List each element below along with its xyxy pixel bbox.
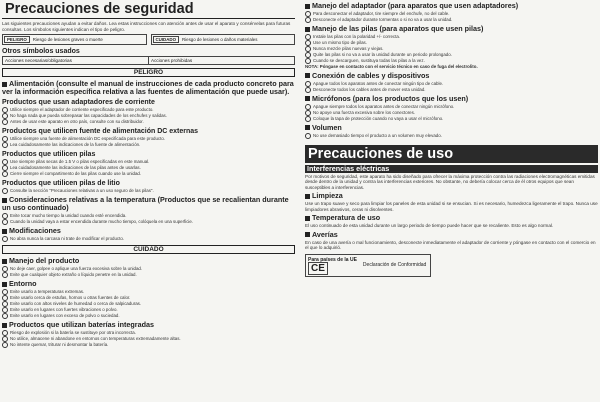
cuidado-banner: CUIDADO <box>2 245 295 254</box>
adaptador-heading: Manejo del adaptador (para aparatos que usen adaptadores) <box>305 2 598 10</box>
peligro-banner: PELIGRO <box>2 68 295 77</box>
subsection-2: Productos que utilicen pilas Use siempre pilas secas de 1.5 V o pilas especificadas en este manual. Lea cuidadosamente las indicaciones de las pilas antes de usarlas. Cierre siempre el compartimento de las pilas cuando use la unidad. <box>2 151 295 177</box>
bullet-icon <box>2 119 8 125</box>
manejo-heading: Manejo del producto <box>2 257 295 265</box>
list-item: Coloque la tapa de protección cuando no vaya a usar el micrófono. <box>305 116 598 122</box>
temperatura-uso-text: El uso continuado de esta unidad durante un largo periodo de tiempo puede hacer que se recaliente. Esto es algo normal. <box>305 223 554 229</box>
list-item: Evite usarlo cerca de estufas, hornos u otras fuentes de calor. <box>2 295 295 301</box>
symbols-table <box>2 56 295 65</box>
list-item: Evite usarlo en lugares con exceso de polvo o suciedad. <box>2 313 295 319</box>
list-item: Cuando la unidad vaya a estar encendida durante mucho tiempo, colóquela en una superficie. <box>2 219 295 225</box>
list-item: No deje caer, golpee o aplique una fuerza excesiva sobre la unidad. <box>2 266 295 272</box>
list-item: No haga nada que pueda sobrepasar las capacidades de los enchufes y salidas. <box>2 113 295 119</box>
list-item: No intente quemar, triturar ni desmontar la batería. <box>2 342 295 348</box>
list-item: Use siempre pilas secas de 1.5 V o pilas especificadas en este manual. <box>2 159 295 165</box>
baterias-heading: Productos que utilizan baterías integradas <box>2 321 295 329</box>
bullet-icon <box>2 142 8 148</box>
averias-heading: Averías <box>305 231 598 239</box>
list-item: Lea cuidadosamente las indicaciones de las pilas antes de usarlas. <box>2 165 295 171</box>
list-item: Use un mismo tipo de pilas. <box>305 40 598 46</box>
list-item: Instale las pilas con la polaridad +/- correcta. <box>305 34 598 40</box>
interferencias-text: Por motivos de seguridad, este aparato ha sido diseñado para ofrecer la máxima protección contra las radiaciones electromagnéticas emitidas desde dentro de la unidad y contra las interferencias exteriores. No obstante, no debería colocar cerca de él otros equipos que sean susceptibles a interferencias. <box>305 173 595 190</box>
limpieza-text: Use un trapo suave y seco para limpiar los paneles de esta unidad si se ensucian. Si es necesario, humedezca ligeramente el trapo. Nunca use limpiadores abrasivos, ceras ni disolventes. <box>305 201 598 212</box>
list-item: Cierre siempre el compartimento de las pilas cuando use la unidad. <box>2 171 295 177</box>
list-item: Apague siempre todos los aparatos antes de conectar ningún micrófono. <box>305 104 598 110</box>
list-item: No use demasiado tiempo el producto a un volumen muy elevado. <box>305 133 598 139</box>
microfonos-heading: Micrófonos (para los productos que los usen) <box>305 95 598 103</box>
list-item: No utilice, almacene ni abandone en entornos con temperaturas extremadamente altas. <box>2 336 295 342</box>
list-item: Riesgo de explosión si la batería se sustituye por otra incorrecta. <box>2 330 295 336</box>
volumen-heading: Volumen <box>305 124 598 132</box>
symbol-required: Acciones necesarias/obligatorias <box>3 57 149 64</box>
subsection-1: Productos que utilicen fuente de alimentación DC externas Utilice siempre una fuente de alimentación DC especificada para este producto. Lea cuidadosamente las indicaciones de la fuente de alimentación. <box>2 128 295 148</box>
square-bullet-icon <box>2 82 7 87</box>
list-item: Evite que cualquier objeto extraño o líquido penetre en la unidad. <box>2 272 295 278</box>
otros-title: Otros símbolos usados <box>2 48 80 55</box>
list-item: Desconecte el adaptador durante tormentas o si no va a usar la unidad. <box>305 17 598 23</box>
right-column <box>305 0 598 277</box>
list-item: Antes de usar este aparato en otro país, consulte con su distribuidor. <box>2 119 295 125</box>
list-item: Evite usarlo a temperaturas extremas. <box>2 289 295 295</box>
subsection-3: Productos que utilicen pilas de litio Consulte la sección "Precauciones relativas a un uso seguro de las pilas". <box>2 180 295 194</box>
list-item: Cuando se descarguen, sustituya todas las pilas a la vez. <box>305 58 598 64</box>
ce-box <box>305 254 431 277</box>
ce-logo-icon: CE <box>308 262 328 275</box>
left-column <box>2 0 295 348</box>
list-item: No apoye una fuerza excesiva sobre los conectores. <box>305 110 598 116</box>
list-item: Utilice siempre una fuente de alimentación DC especificada para este producto. <box>2 136 295 142</box>
list-item: Para desconectar el adaptador, tire siempre del enchufe, no del cable. <box>305 11 598 17</box>
list-item: Evite usarlo en lugares con fuertes vibraciones o polvo. <box>2 307 295 313</box>
list-item: Evite tocar mucho tiempo la unidad cuando esté encendida. <box>2 213 295 219</box>
list-item: Consulte la sección "Precauciones relativas a un uso seguro de las pilas". <box>2 188 295 194</box>
cables-heading: Conexión de cables y dispositivos <box>305 72 598 80</box>
bullet-icon <box>2 171 8 177</box>
ce-label: Declaración de Conformidad <box>362 262 427 269</box>
list-item: Nunca mezcle pilas nuevas y viejas. <box>305 46 598 52</box>
modificaciones-heading: Modificaciones <box>2 227 295 235</box>
bullet-icon <box>2 188 8 194</box>
list-item: Lea cuidadosamente las indicaciones de la fuente de alimentación. <box>2 142 295 148</box>
warning-legend <box>2 34 295 45</box>
averias-text: En caso de una avería o mal funcionamiento, desconecte inmediatamente el adaptador de corriente y póngase en contacto con el comercio en el que lo adquirió. <box>305 239 596 251</box>
list-item: Quite las pilas si no va a usar la unidad durante un periodo prolongado. <box>305 52 598 58</box>
list-item: Evite usarlo con altos niveles de humedad o cerca de salpicaduras. <box>2 301 295 307</box>
list-item: Apague todos los aparatos antes de conectar ningún tipo de cable. <box>305 81 598 87</box>
entorno-heading: Entorno <box>2 280 295 288</box>
ce-title: Para países de la UE <box>308 256 357 263</box>
symbol-prohibited: Acciones prohibidas <box>151 58 193 63</box>
pilas-heading: Manejo de las pilas (para aparatos que usen pilas) <box>305 25 598 33</box>
list-item: Utilice siempre el adaptador de corriente especificado para este producto. <box>2 107 295 113</box>
warning-cuidado: CUIDADO Riesgo de lesiones o daños materiales <box>151 34 296 45</box>
note-text: NOTA: Póngase en contacto con el servicio técnico en caso de fuga del electrolito. <box>305 64 478 69</box>
list-item: No abra nunca la carcasa ni trate de modificar el producto. <box>2 236 295 242</box>
limpieza-heading: Limpieza <box>305 192 598 200</box>
intro-text: Las siguientes precauciones ayudan a evitar daños. Lea estas instrucciones con atención antes de usar el aparato y consérvelas para futuras consultas. Los símbolos siguientes indican el tipo de peligro. <box>2 21 291 32</box>
alimentacion-heading: Alimentación (consulte el manual de instrucciones de cada producto concreto para ver la información específica relativa a las fuentes de alimentación que puede usar). <box>2 79 294 96</box>
interferencias-heading: Interferencias eléctricas <box>305 165 598 173</box>
subsection-0: Productos que usan adaptadores de corriente Utilice siempre el adaptador de corriente especificado para este producto. No haga nada que pueda sobrepasar las capacidades de los enchufes y salidas. Antes de usar este aparato en otro país, consulte con su distribuidor. <box>2 99 295 125</box>
temperatura-uso-heading: Temperatura de uso <box>305 214 598 222</box>
temperature-heading: Consideraciones relativas a la temperatura (Productos que se recalientan durante un uso continuado) <box>2 195 289 212</box>
list-item: Desconecte todos los cables antes de mover esta unidad. <box>305 87 598 93</box>
warning-peligro: PELIGRO Riesgo de lesiones graves o muerte <box>2 34 147 45</box>
uso-title: Precauciones de uso <box>305 145 598 163</box>
page-title: Precauciones de seguridad <box>2 0 295 19</box>
